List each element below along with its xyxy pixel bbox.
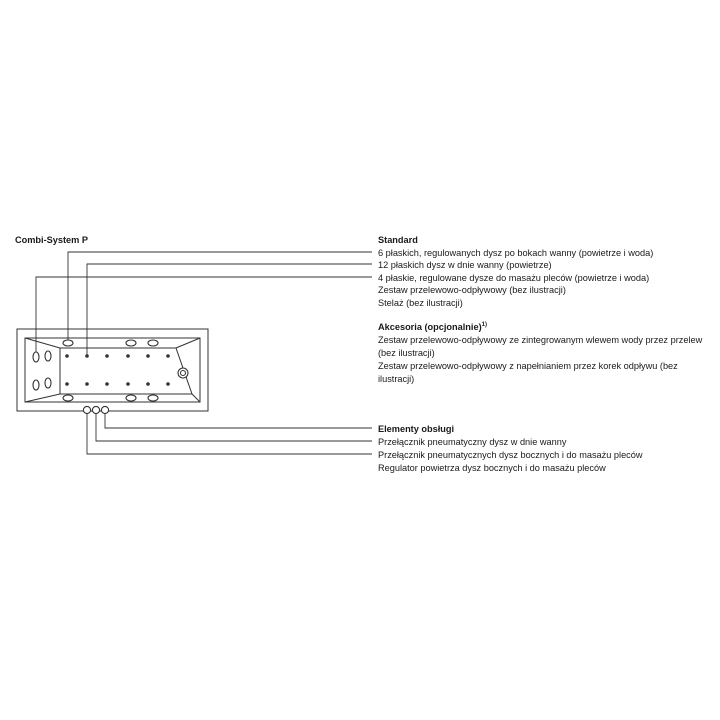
tub-floor bbox=[60, 348, 192, 394]
accessories-heading bbox=[378, 321, 487, 334]
standard-item: 6 płaskich, regulowanych dysz po bokach wanny (powietrze i woda) bbox=[378, 248, 654, 258]
floor-jet bbox=[105, 382, 109, 386]
floor-jet bbox=[146, 354, 150, 358]
leader-control-2 bbox=[96, 414, 372, 441]
accessories-heading-text: Akcesoria (opcjonalnie) bbox=[378, 322, 482, 332]
control-item: Przełącznik pneumatycznych dysz bocznych i do masażu pleców bbox=[378, 450, 643, 460]
accessory-item: Zestaw przelewowo-odpływowy ze zintegrowanym wlewem wody przez przelew (bez ilustracji) bbox=[378, 335, 703, 358]
leader-control-1 bbox=[105, 414, 372, 428]
floor-jet bbox=[146, 382, 150, 386]
leader-side-jets bbox=[68, 252, 372, 340]
side-jet bbox=[63, 395, 73, 401]
side-jet bbox=[63, 340, 73, 346]
back-massage-jet bbox=[33, 380, 39, 390]
control-item: Przełącznik pneumatyczny dysz w dnie wanny bbox=[378, 437, 567, 447]
floor-jet bbox=[65, 354, 69, 358]
standard-item: Stelaż (bez ilustracji) bbox=[378, 298, 463, 308]
standard-item: 12 płaskich dysz w dnie wanny (powietrze) bbox=[378, 260, 552, 270]
leader-control-3 bbox=[87, 414, 372, 454]
leader-back-jets bbox=[36, 277, 372, 352]
accessory-item: Zestaw przelewowo-odpływowy z napełnianiem przez korek odpływu (bez ilustracji) bbox=[378, 361, 678, 384]
back-massage-jet bbox=[45, 378, 51, 388]
floor-jet bbox=[126, 354, 130, 358]
diagram-title: Combi-System P bbox=[15, 235, 89, 245]
control-knob-1 bbox=[83, 406, 90, 413]
floor-jet bbox=[126, 382, 130, 386]
back-massage-jet bbox=[45, 351, 51, 361]
floor-jet bbox=[166, 382, 170, 386]
standard-item: 4 płaskie, regulowane dysze do masażu pleców (powietrze i woda) bbox=[378, 273, 650, 283]
floor-jet bbox=[166, 354, 170, 358]
footnote-marker: 1) bbox=[481, 322, 487, 328]
control-knob-2 bbox=[92, 406, 99, 413]
control-item: Regulator powietrza dysz bocznych i do masażu pleców bbox=[378, 463, 606, 473]
side-jet bbox=[148, 395, 158, 401]
back-massage-jet bbox=[33, 352, 39, 362]
floor-jet bbox=[105, 354, 109, 358]
side-jet bbox=[126, 395, 136, 401]
side-jet bbox=[148, 340, 158, 346]
side-jet bbox=[126, 340, 136, 346]
standard-heading: Standard bbox=[378, 235, 418, 245]
floor-jet bbox=[65, 382, 69, 386]
control-knob-3 bbox=[101, 406, 108, 413]
controls-heading: Elementy obsługi bbox=[378, 424, 455, 434]
standard-item: Zestaw przelewowo-odpływowy (bez ilustracji) bbox=[378, 285, 566, 295]
floor-jet bbox=[85, 382, 89, 386]
